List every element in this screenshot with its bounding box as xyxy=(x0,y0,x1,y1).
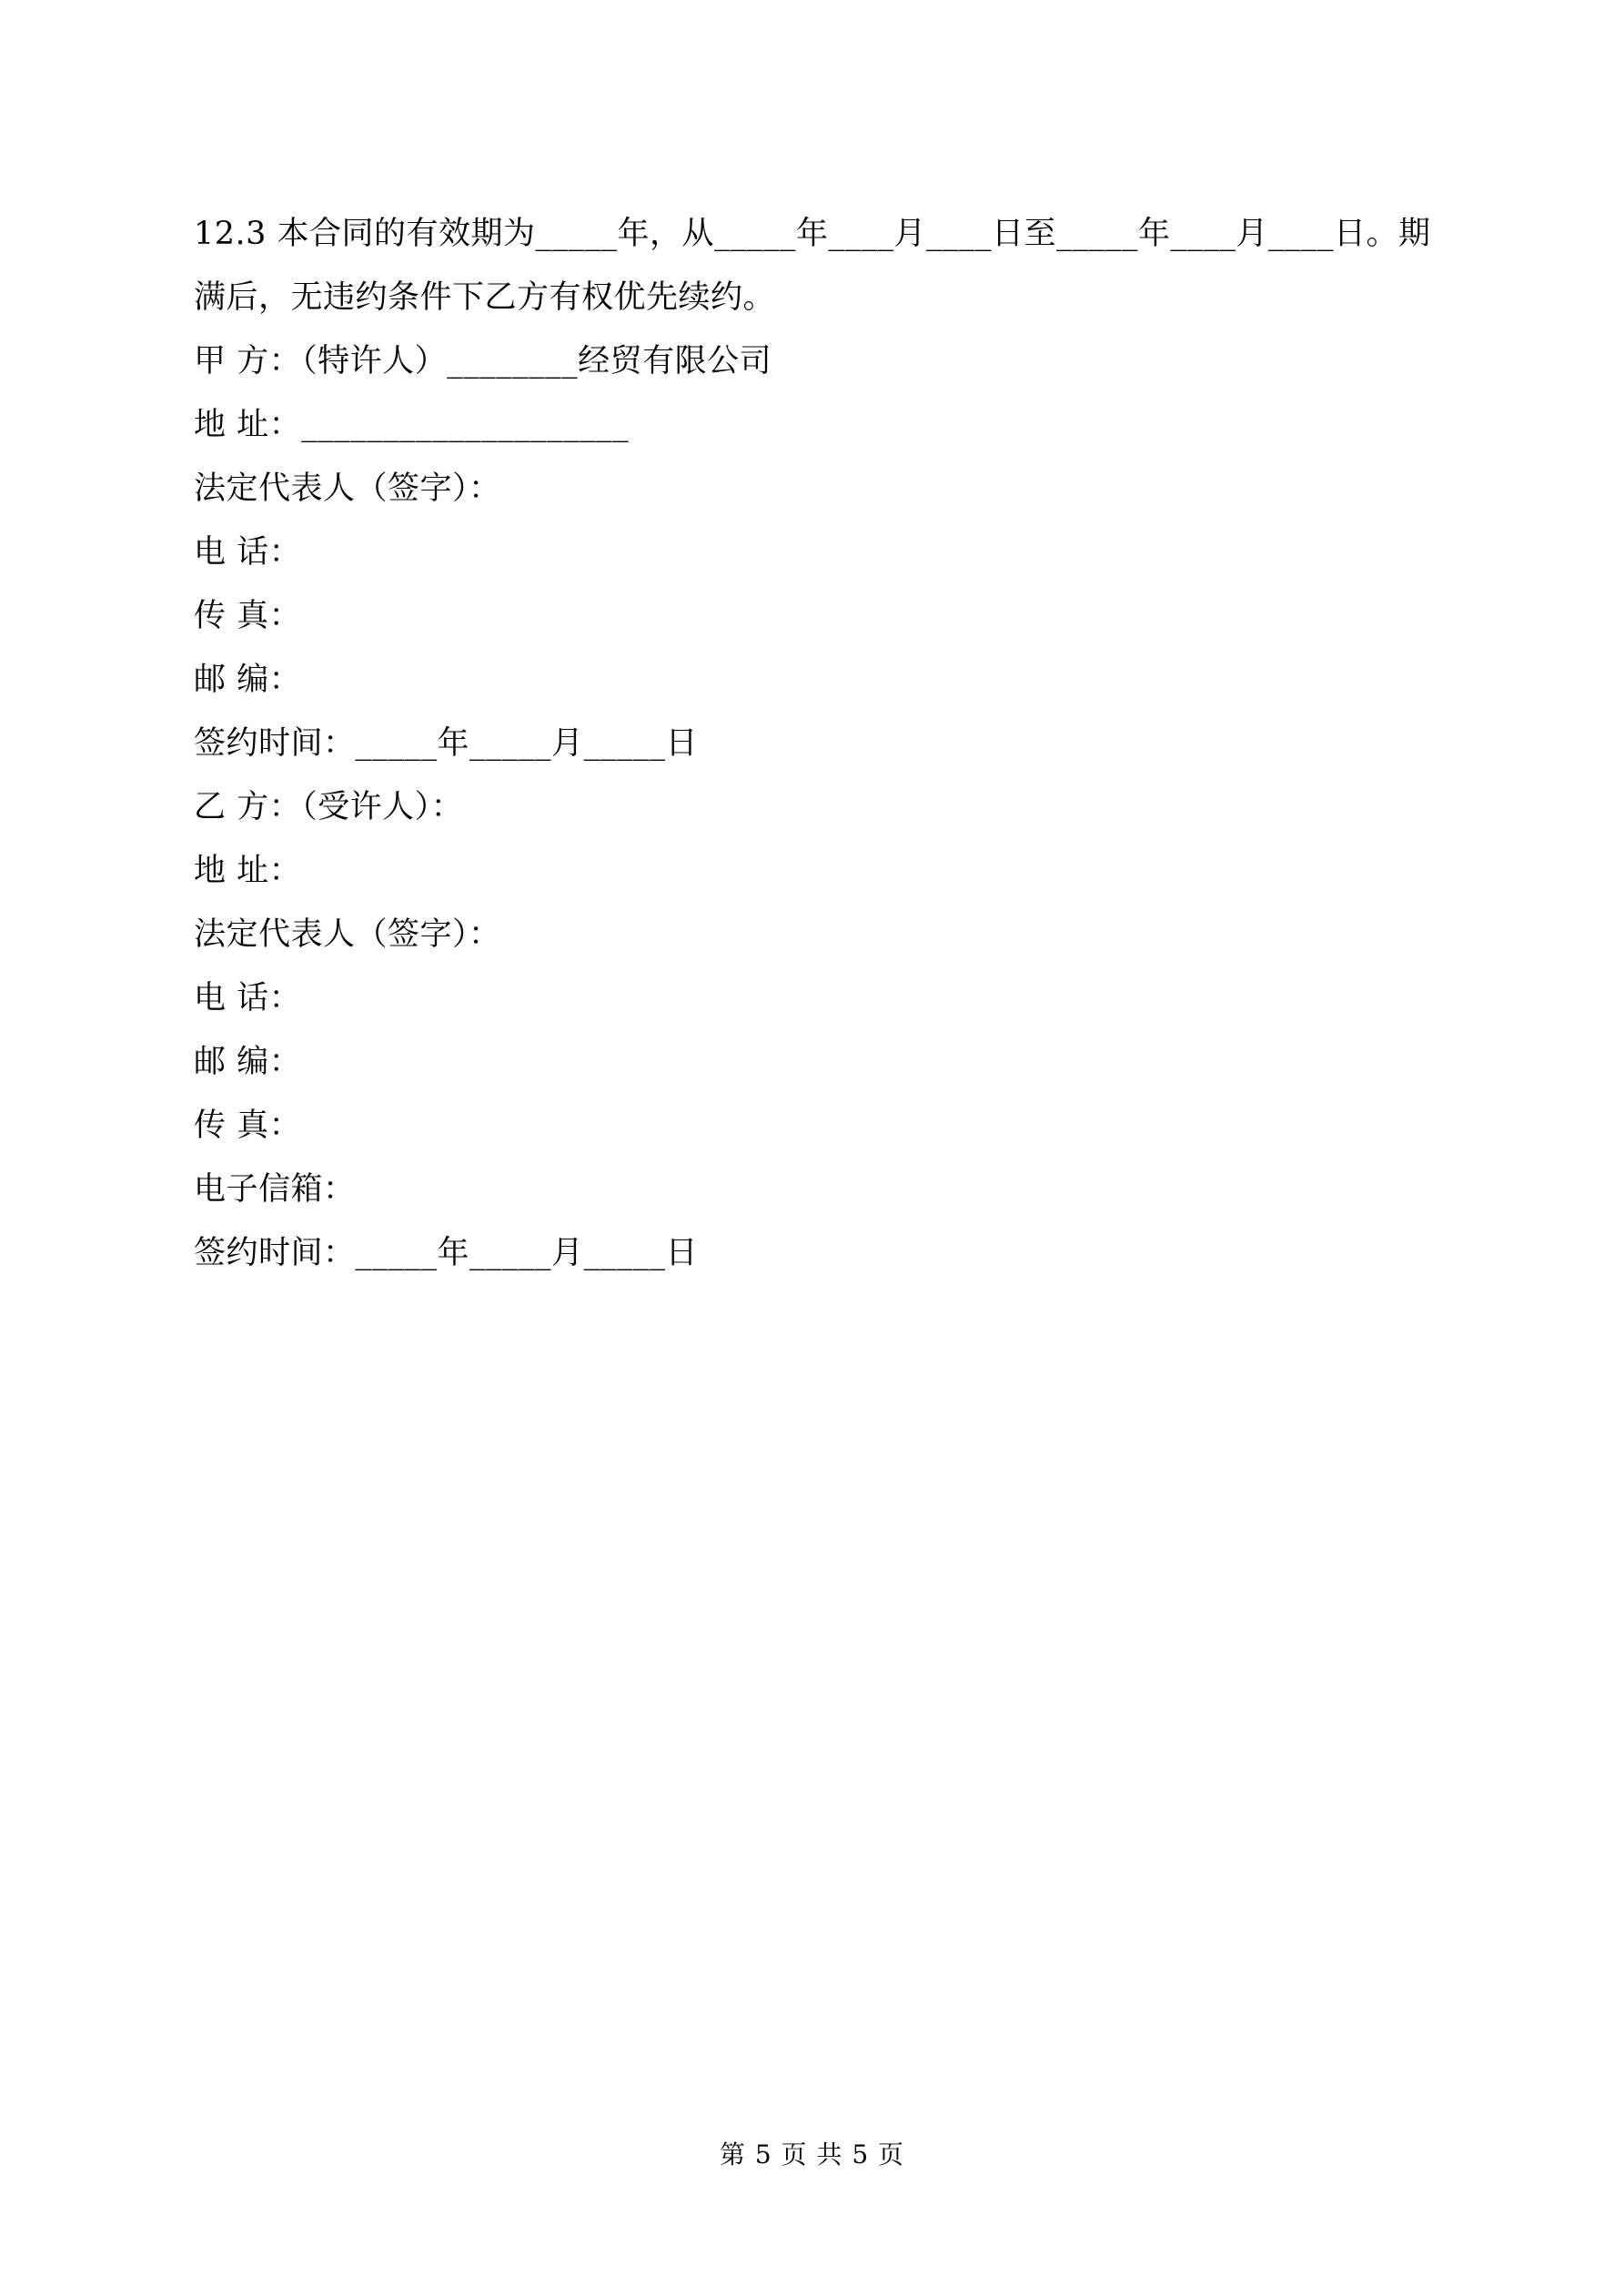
party-b-postcode: 邮 编： xyxy=(194,1044,302,1080)
contract-term-clause: 12.3 本合同的有效期为_____年，从_____年____月____日至_____年____月____日。期 xyxy=(194,216,1431,252)
party-a-postcode: 邮 编： xyxy=(194,662,302,698)
document-body xyxy=(194,202,1440,1285)
party-a-legal-representative: 法定代表人（签字）： xyxy=(194,470,501,507)
party-a-address: 地 址：____________________ xyxy=(194,407,630,443)
party-b-address: 地 址： xyxy=(194,853,302,889)
party-a-signing-date: 签约时间：_____年_____月_____日 xyxy=(194,725,699,762)
party-a-name: 甲 方：（特许人）________经贸有限公司 xyxy=(194,343,772,379)
contract-term-clause-continued: 满后，无违约条件下乙方有权优先续约。 xyxy=(194,279,776,316)
party-b-fax: 传 真： xyxy=(194,1108,302,1144)
party-b-signing-date: 签约时间：_____年_____月_____日 xyxy=(194,1235,699,1271)
party-a-phone: 电 话： xyxy=(194,534,302,571)
party-b-name: 乙 方：（受许人）： xyxy=(194,789,464,825)
party-b-phone: 电 话： xyxy=(194,980,302,1017)
page-number-footer: 第 5 页 共 5 页 xyxy=(719,2139,905,2170)
party-a-fax: 传 真： xyxy=(194,598,302,634)
party-b-legal-representative: 法定代表人（签字）： xyxy=(194,916,501,953)
party-b-email: 电子信箱： xyxy=(194,1171,356,1208)
